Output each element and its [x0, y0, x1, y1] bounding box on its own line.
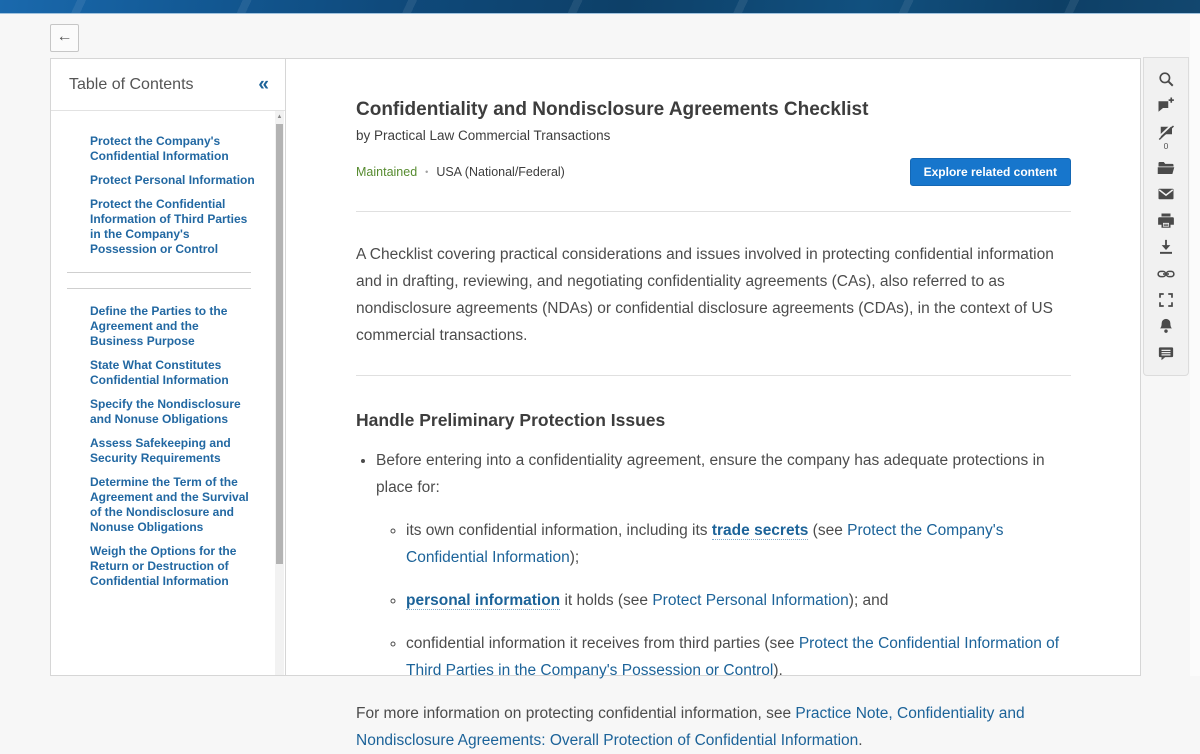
email-button[interactable] — [1146, 185, 1186, 203]
folder-button[interactable] — [1146, 159, 1186, 177]
checklist-top-level — [356, 447, 1071, 684]
divider — [356, 211, 1071, 212]
toc-divider — [67, 288, 251, 289]
search-button[interactable] — [1146, 70, 1186, 88]
link-icon — [1157, 265, 1175, 283]
toc-subitem-protect-company[interactable]: Protect the Company's Confidential Information — [90, 134, 229, 163]
bullet-intro-text: Before entering into a confidentiality agreement, ensure the company has adequate protections in place for: — [376, 452, 1045, 496]
toc-subitem-state-constitutes[interactable]: State What Constitutes Confidential Information — [90, 358, 229, 387]
hide-annotations-icon — [1157, 123, 1175, 141]
right-gutter — [1190, 14, 1200, 676]
scroll-up-icon[interactable]: ▲ — [276, 114, 283, 120]
text-segment: For more information on protecting confidential information, see — [356, 705, 796, 722]
folder-icon — [1157, 159, 1175, 177]
text-segment: ); and — [848, 592, 889, 609]
toc-scrollbar-thumb[interactable] — [276, 124, 283, 564]
print-button[interactable] — [1146, 212, 1186, 230]
annotation-count: 0 — [1163, 140, 1169, 151]
list-item — [406, 517, 1071, 571]
search-icon — [1157, 70, 1175, 88]
glossary-link-trade-secrets[interactable]: trade secrets — [711, 522, 809, 539]
toc-subitem-determine-term[interactable]: Determine the Term of the Agreement and the Survival of the Nondisclosure and Nonuse Obligations — [90, 475, 249, 534]
text-segment: (see — [808, 522, 848, 539]
toc-subitem-specify-obligations[interactable]: Specify the Nondisclosure and Nonuse Obligations — [90, 397, 241, 426]
status-badge: Maintained — [356, 165, 418, 179]
toc-title: Table of Contents — [69, 75, 194, 93]
top-brand-bar — [0, 0, 1200, 14]
more-info-paragraph — [356, 700, 1071, 754]
download-button[interactable] — [1146, 238, 1186, 256]
collapse-toc-icon[interactable]: « — [258, 74, 269, 95]
copy-link-button[interactable] — [1146, 265, 1186, 283]
toc-subitem-protect-personal[interactable]: Protect Personal Information — [90, 173, 255, 187]
section-heading: Handle Preliminary Protection Issues — [356, 410, 666, 430]
toc-subitem-protect-third-parties[interactable]: Protect the Confidential Information of Third Parties in the Company's Possession or Control — [90, 197, 248, 256]
toc-header — [51, 59, 285, 111]
link-practice-note-overall-protection[interactable]: Practice Note, Confidentiality and Nondisclosure Agreements: Overall Protection of Confidential Information — [356, 705, 1025, 749]
link-protect-third-parties[interactable]: Protect the Confidential Information of Third Parties in the Company's Possession or Control — [406, 635, 1060, 679]
toc-panel — [50, 58, 286, 676]
document-panel — [285, 58, 1141, 749]
meta-separator: • — [425, 167, 429, 177]
comment-icon — [1157, 344, 1175, 362]
hide-annotations-button[interactable] — [1146, 123, 1186, 151]
add-annotation-button[interactable] — [1146, 96, 1186, 114]
add-annotation-icon — [1157, 96, 1175, 114]
divider — [356, 375, 1071, 376]
email-icon — [1157, 185, 1175, 203]
toc-divider — [67, 272, 251, 273]
jurisdiction-label: USA (National/Federal) — [436, 165, 565, 179]
explore-related-content-button[interactable]: Explore related content — [910, 158, 1071, 186]
list-item — [376, 447, 1071, 684]
text-segment: its own confidential information, including its — [406, 522, 712, 539]
list-item — [406, 587, 1071, 614]
alerts-button[interactable] — [1146, 317, 1186, 335]
byline: by Practical Law Commercial Transactions — [356, 128, 611, 143]
bell-icon — [1157, 317, 1175, 335]
text-segment: confidential information it receives from third parties (see — [406, 635, 799, 652]
link-protect-company-confidential[interactable]: Protect the Company's Confidential Information — [406, 522, 1004, 566]
print-icon — [1157, 212, 1175, 230]
document-abstract: A Checklist covering practical considerations and issues involved in protecting confidential information and in drafting, reviewing, and negotiating confidentiality agreements (CAs), also referred to as nondisclosure agreements (NDAs) or confidential disclosure agreements (CDAs), in the context of US commercial transactions. — [356, 246, 1054, 344]
link-protect-personal-information[interactable]: Protect Personal Information — [652, 592, 849, 609]
page-title: Confidentiality and Nondisclosure Agreements Checklist — [356, 99, 869, 120]
toc-scrollbar[interactable] — [275, 111, 284, 675]
text-segment: ). — [773, 662, 783, 679]
document-tool-rail — [1143, 57, 1189, 376]
toc-subitem-weigh-options[interactable]: Weigh the Options for the Return or Destruction of Confidential Information — [90, 544, 237, 588]
toc-subitem-define-parties[interactable]: Define the Parties to the Agreement and the Business Purpose — [90, 304, 228, 348]
text-segment: it holds (see — [560, 592, 653, 609]
fullscreen-icon — [1157, 291, 1175, 309]
download-icon — [1157, 238, 1175, 256]
text-segment: . — [858, 732, 863, 749]
toc-list — [51, 111, 275, 675]
text-segment: ); — [569, 549, 580, 566]
meta-row — [356, 158, 1071, 186]
topbar-sheen — [0, 0, 1200, 13]
feedback-button[interactable] — [1146, 344, 1186, 362]
checklist-nested — [376, 517, 1071, 684]
back-button[interactable]: ← — [50, 24, 79, 52]
glossary-link-personal-information[interactable]: personal information — [406, 592, 561, 609]
toc-subitem-assess-safekeeping[interactable]: Assess Safekeeping and Security Requirements — [90, 436, 231, 465]
fullscreen-button[interactable] — [1146, 291, 1186, 309]
